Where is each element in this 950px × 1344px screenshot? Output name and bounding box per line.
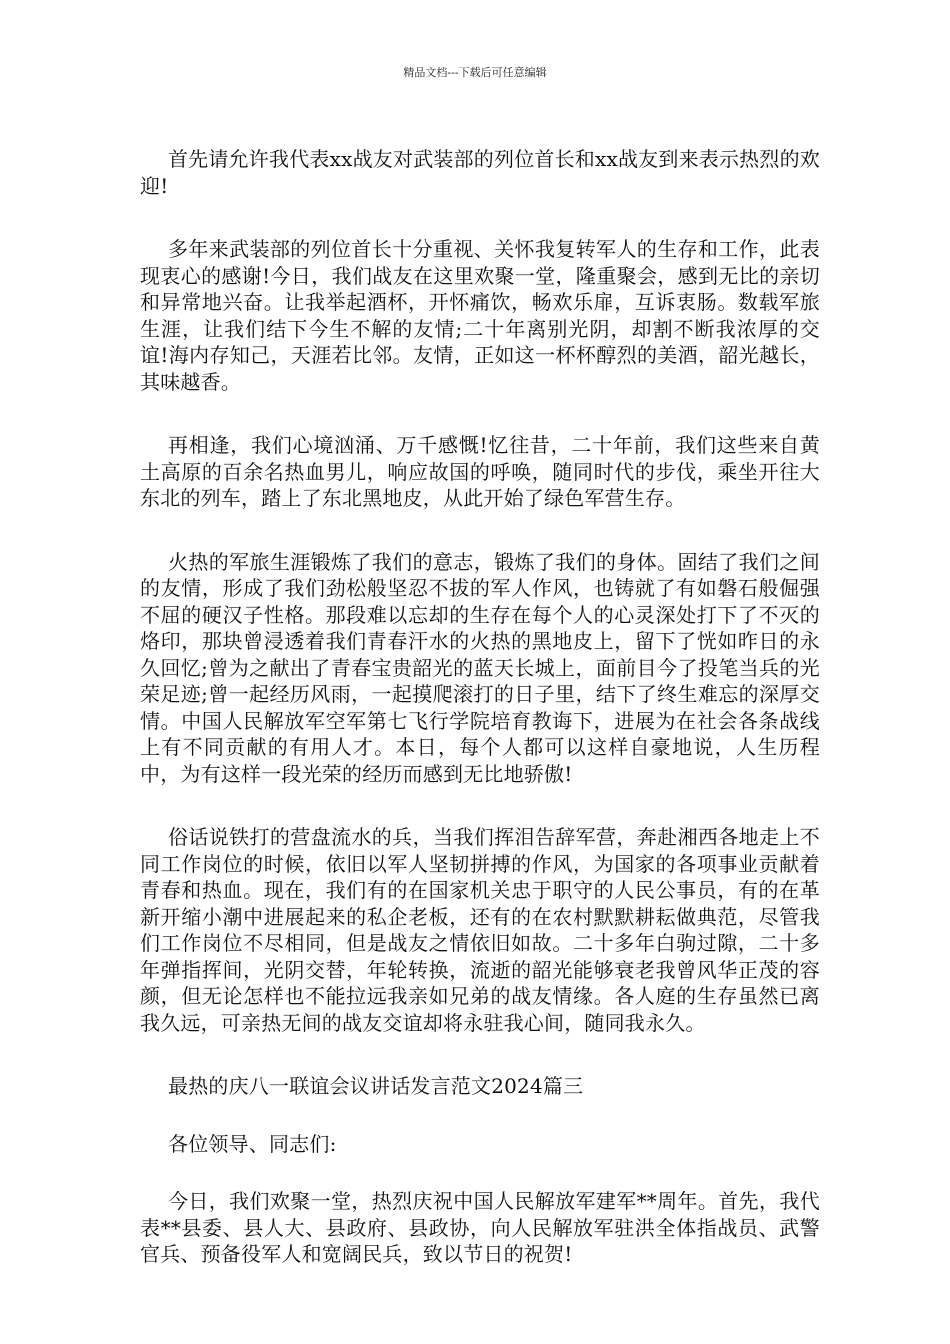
paragraph-celebration: 今日，我们欢聚一堂，热烈庆祝中国人民解放军建军**周年。首先，我代表**县委、县人大、县政府、县政协，向人民解放军驻洪全体指战员、武警官兵、预备役军人和宽阔民兵，致以节日的祝贺!	[140, 1189, 820, 1266]
section-heading: 最热的庆八一联谊会议讲话发言范文2024篇三	[168, 1074, 584, 1098]
paragraph-reunion: 再相逢，我们心境汹涌、万千感慨!忆往昔，二十年前，我们这些来自黄土高原的百余名热血男儿，响应故国的呼唤，随同时代的步伐，乘坐开往大东北的列车，踏上了东北黑地皮，从此开始了绿色军营生存。	[140, 433, 820, 510]
document-body	[140, 146, 820, 1305]
paragraph-gratitude: 多年来武装部的列位首长十分重视、关怀我复转军人的生存和工作，此表现衷心的感谢!今日，我们战友在这里欢聚一堂，隆重聚会，感到无比的亲切和异常地兴奋。让我举起酒杯，开怀痛饮，畅欢乐扉，互诉衷肠。数载军旅生涯，让我们结下今生不解的友情;二十年离别光阴，却割不断我浓厚的交谊!海内存知己，天涯若比邻。友情，正如这一杯杯醇烈的美酒，韶光越长，其味越香。	[140, 237, 820, 394]
paragraph-career: 俗话说铁打的营盘流水的兵，当我们挥泪告辞军营，奔赴湘西各地走上不同工作岗位的时候，依旧以军人坚韧拼搏的作风，为国家的各项事业贡献着青春和热血。现在，我们有的在国家机关忠于职守的人民公事员，有的在革新开缩小潮中进展起来的私企老板，还有的在农村默默耕耘做典范，尽管我们工作岗位不尽相同，但是战友之情依旧如故。二十多年白驹过隙，二十多年弹指挥间，光阴交替，年轮转换，流逝的韶光能够衰老我曾风华正茂的容颜，但无论怎样也不能拉远我亲如兄弟的战友情缘。各人庭的生存虽然已离我久远，可亲热无间的战友交谊却将永驻我心间，随同我永久。	[140, 825, 820, 1035]
page-header: 精品文档---下载后可任意编辑	[403, 66, 547, 79]
paragraph-military-life: 火热的军旅生涯锻炼了我们的意志，锻炼了我们的身体。固结了我们之间的友情，形成了我们劲松般坚忍不拔的军人作风，也铸就了有如磐石般倔强不屈的硬汉子性格。那段难以忘却的生存在每个人的心灵深处打下了不灭的烙印，那块曾浸透着我们青春汗水的火热的黑地皮上，留下了恍如昨日的永久回忆;曾为之献出了青春宝贵韶光的蓝天长城上，面前目今了投笔当兵的光荣足迹;曾一起经历风雨，一起摸爬滚打的日子里，结下了终生难忘的深厚交情。中国人民解放军空军第七飞行学院培育教诲下，进展为在社会各条战线上有不同贡献的有用人才。本日，每个人都可以这样自豪地说，人生历程中，为有这样一段光荣的经历而感到无比地骄傲!	[140, 549, 820, 786]
paragraph-welcome: 首先请允许我代表xx战友对武装部的列位首长和xx战友到来表示热烈的欢迎!	[140, 147, 820, 198]
salutation: 各位领导、同志们:	[168, 1131, 337, 1156]
